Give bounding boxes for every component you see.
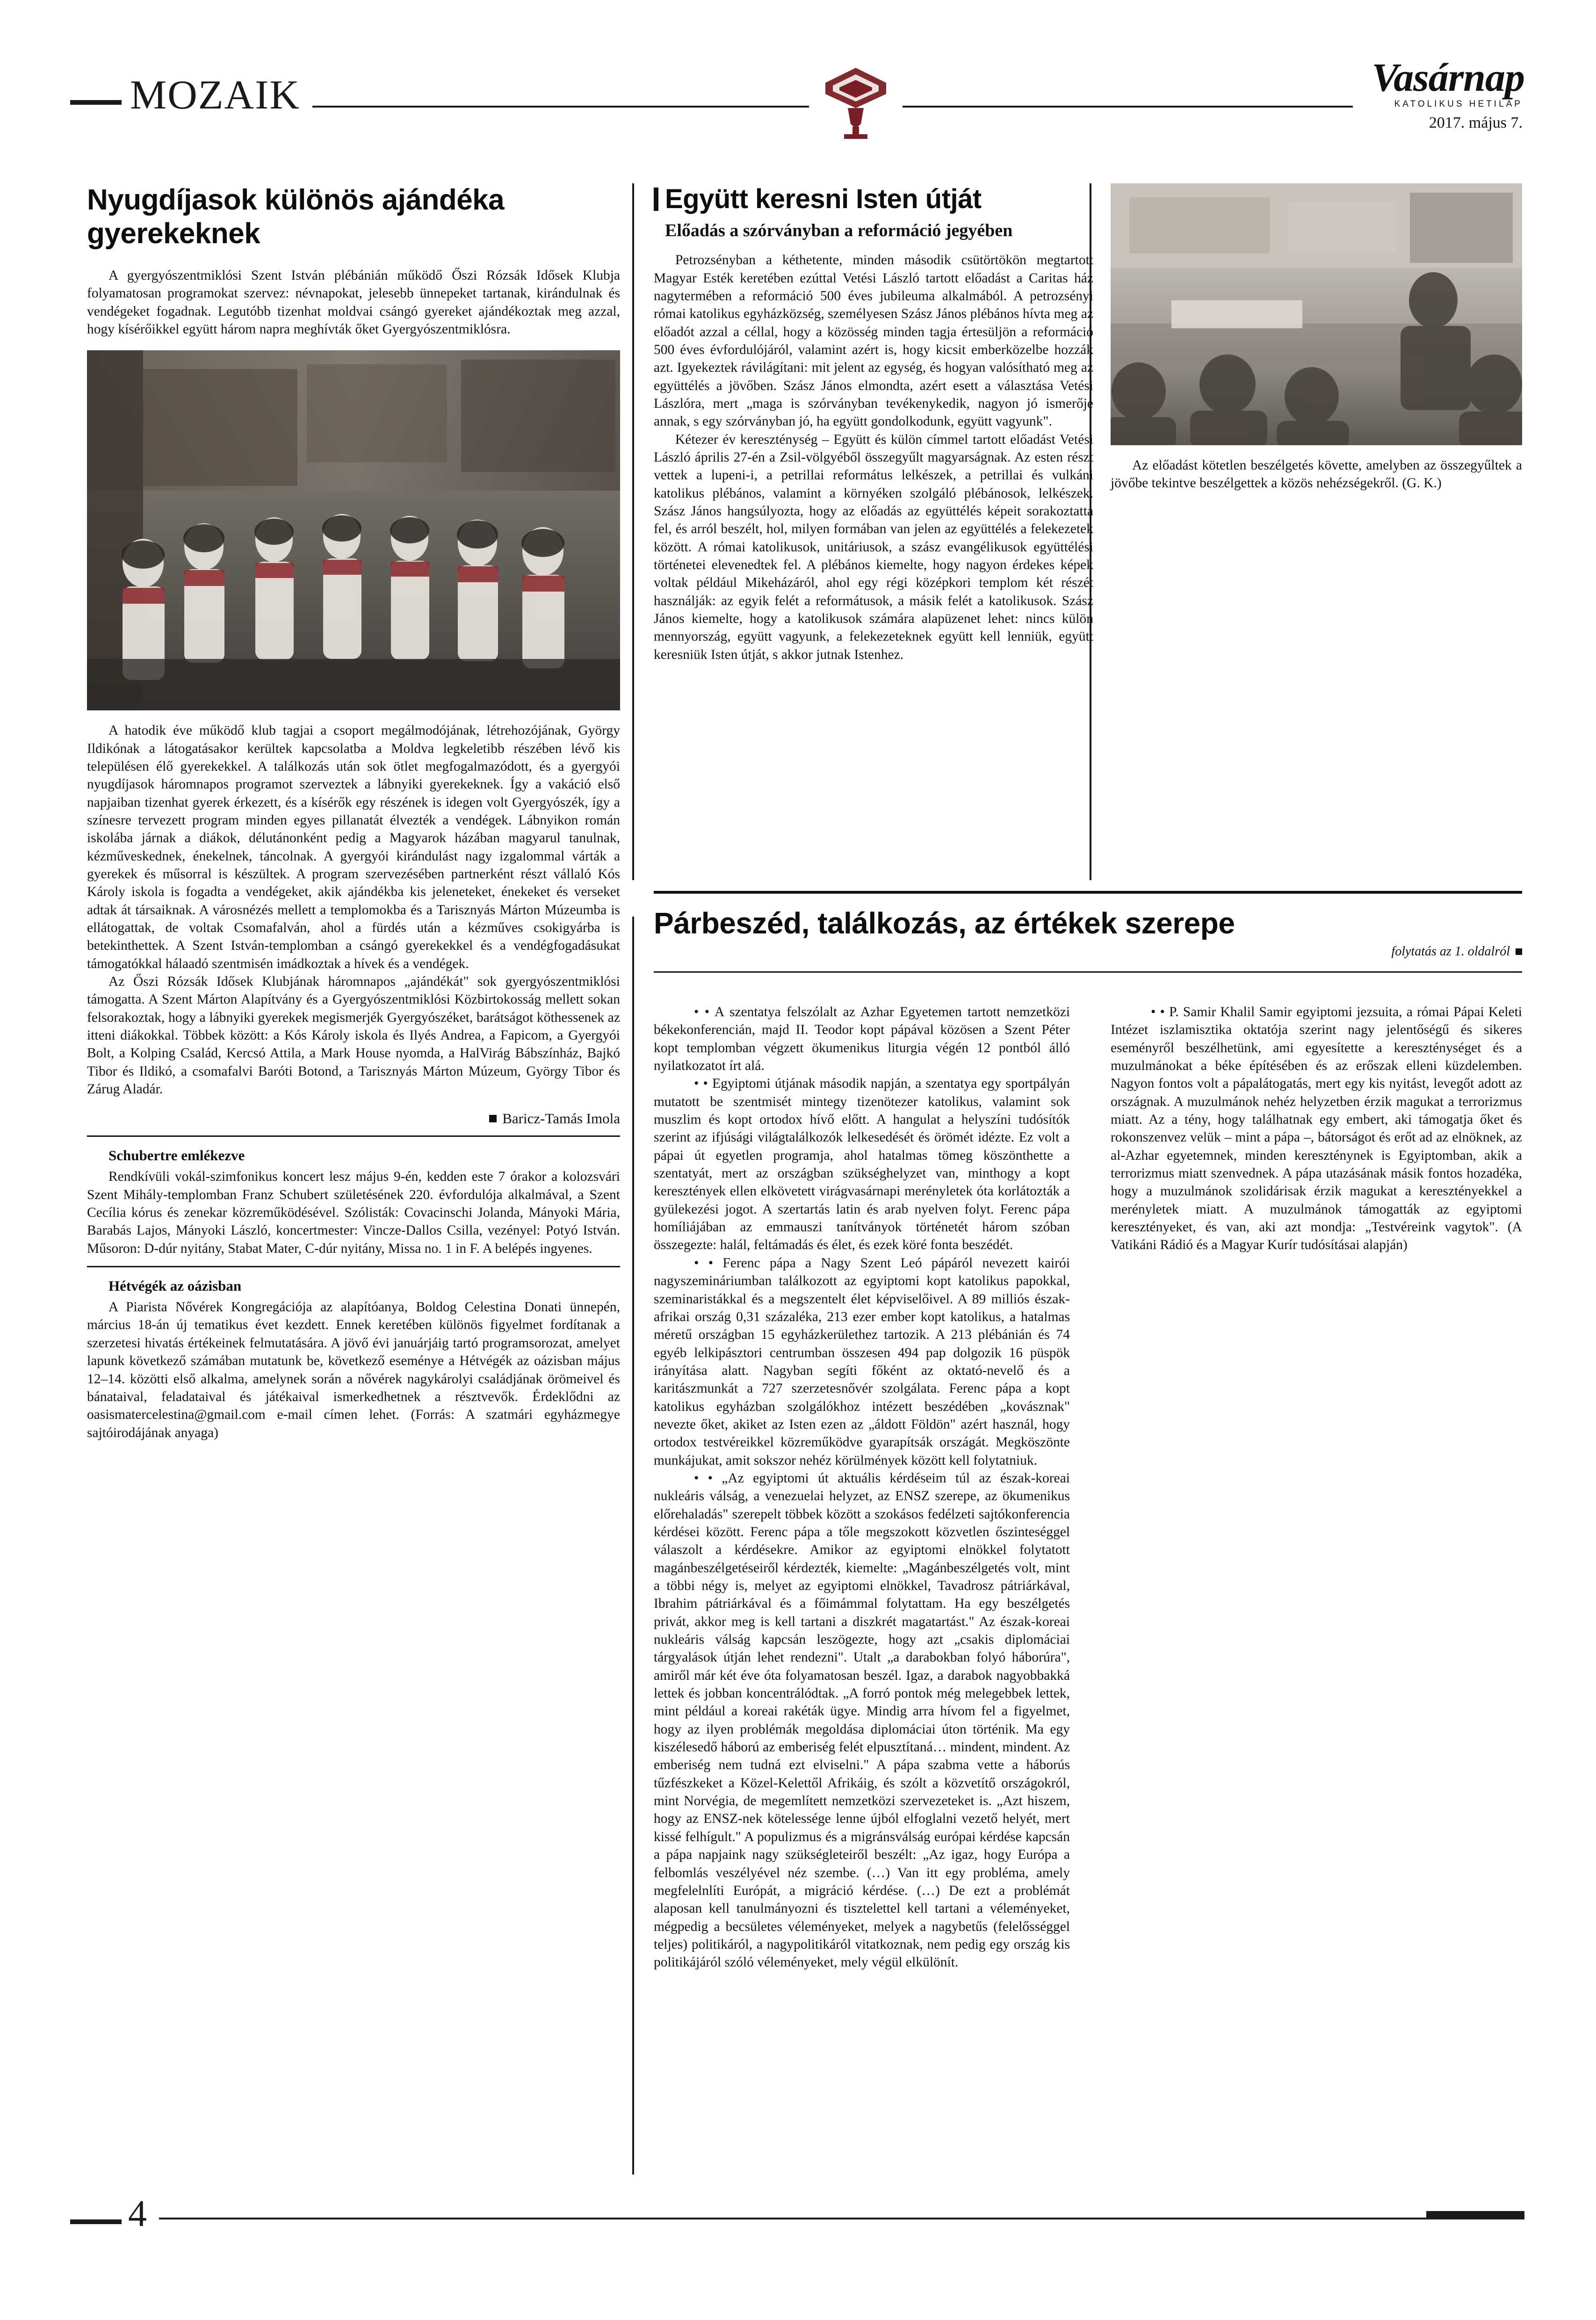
left-paragraph-3: Az Őszi Rózsák Idősek Klubjának háromnapos „ajándékát" sok gyergyószentmiklósi támogatta. A Szent Márton Alapítvány és a Gyergyószentmiklósi Közbirtokosság mellett sokan felsorakoztak, hogy a lábnyiki gyerekek megismerjék Gyergyószéket, barátságot köthessenek az itteni diákokkal. Többek között: a Kós Károly iskola és Ilyés Andrea, a Fapicom, a Gyergyói Bolt, a Kolping Család, Kercsó Attila, a Mark House nyomda, a HalVirág Bábszínház, Bajkó Tibor és Ildikó, a csomafalvi Baróti Botond, a Tarisznyás Márton Múzeum, György Tibor és Zárug Aladár. [87,974,620,1097]
bottom-continuation-note [654,944,1522,959]
page-footer [70,2193,1524,2236]
page-number-block [70,2195,159,2233]
continuation-marker-icon [1516,948,1522,955]
column-divider-2 [632,917,634,2175]
footer-end-bar [1426,2211,1524,2219]
left-divider-1 [87,1135,620,1137]
footer-rule [70,2218,1524,2219]
masthead [70,55,1524,140]
bottom-divider-top [654,891,1522,894]
column-divider-1 [632,183,634,880]
left-sub2-text: A Piarista Nővérek Kongregációja az alapítóanya, Boldog Celestina Donati ünnepén, március 18-án új tematikus évet kezdett. Ennek keretében különös figyelmet fordítanak a szerzetesi hivatás értékeinek felmutatására. A jövő évi januárjáig tartó programsorozat, amelyet lapunk következő számában mutatunk be, következő eseménye a Hétvégék az oázisban május 12–14. közötti első alkalma, amelynek során a nővérek nagykárolyi családjának örömeivel és bánataival, feladataival és játékaival ismerkedhetnek a résztvevők. Érdeklődni az oasismatercelestina@gmail.com e-mail címen lehet. (Forrás: A szatmári egyházmegye sajtóirodájának anyaga) [87,1300,620,1440]
bottom-paragraph-2: • • Egyiptomi útjának második napján, a szentatya egy sportpályán mutatott be szentmisét mintegy tizenötezer katolikus, valamint sok muszlim és kopt ortodox hívő előtt. A hangulat a helyszíni tudósítók szerint az ifjúsági világtalálkozók lelkesedését és örömét idézte. Ez volt a pápai út egyetlen programja, ahol hatalmas tömeg köszönthette a szentatyát, mert az országban szükséghelyzet van, minthogy a kopt keresztények ellen elkövetett virágvasárnapi merényletek óta korlátozták a gyülekezési jogot. A szertartás latin és arab nyelven folyt. Ferenc pápa homíliájában az emmauszi tanítványok történetét három szóban összegezte: halál, feltámadás és élet, és ezek köré fonta beszédét. [654,1075,1070,1254]
left-sub2-title: Hétvégék az oázisban [108,1278,242,1294]
bottom-continuation-text: folytatás az 1. oldalról [1391,944,1510,959]
left-paragraph-2: A hatodik éve működő klub tagjai a csoport megálmodójának, létrehozójának, György Ildikónak a látogatásakor kerültek kapcsolatba a Moldva legkeletibb részében lévő kis településen élő gyerekekkel. A találkozás után sok ötlet megfogalmazódott, és a gyergyói nyugdíjasok háromnapos programot szerveztek a lábnyiki gyerekeknek. Így a vakáció első napjaiban tizenhat gyerek érkezett, és a kísérők egy részének is idegen volt Gyergyószék, így a színesre tervezett program minden egyes pillanatát élvezték a vendégek. Lábnyikon román iskolába járnak a diákok, délutánonként pedig a Magyarok házában magyarul tanulnak, kézműveskednek, énekelnek, táncolnak. A gyergyói kirándulást nagy izgalommal várták a gyerekek és műsorral is készültek. A program szervezésében partnerként részt vállaló Kós Károly iskola is fogadta a vendégeket, akik ajándékba kis jeleneteket, énekeket és verseket adtak át társaiknak. A városnézés mellett a templomokba és a Tarisznyás Márton Múzeumba is ellátogattak, de voltak Csomafalván, ahol a fürdés után a kézműves csokigyárba is betekinthettek. A Szent István-templomban a csángó gyerekekkel és a vendégfogadásukat támogatókkal hálaadó szentmisén imádkoztak a hívek és a vendégek. [87,723,620,971]
article-left [87,183,620,1442]
byline-marker-icon [489,1115,497,1122]
bottom-paragraph-1: • • A szentatya felszólalt az Azhar Egyetemen tartott nemzetközi békekonferencián, majd II. Teodor kopt pápával közösen a Szent Péter kopt templomban végzett ökumenikus liturgia végén 12 pontból álló nyilatkozatot írt alá. [654,1003,1070,1075]
left-byline [87,1110,620,1127]
middle-paragraph-3: Az előadást kötetlen beszélgetés követte, amelyben az összegyűltek a jövőbe tekintve beszélgettek a közös nehézségekről. (G. K.) [1111,458,1522,491]
section-title: MOZAIK [130,72,300,118]
paper-nameplate [1353,57,1524,132]
headline-bar-icon [654,188,658,211]
article-middle-continued [1111,183,1522,492]
middle-paragraph-2: Kétezer év kereszténység – Együtt és külön címmel tartott előadást Vetési László április 27-én a Zsil-völgyéből összegyűlt magyarságnak. Az esten részt vettek a lupeni-i, a petrillai református lelkészek, a petrillai és vulkáni katolikus plébános, valamint a környéken szolgáló plébánosok, lelkészek. Szász János hangsúlyozta, hogy az előadás az együttélés képeit sorakoztatta fel, és arról beszélt, hol, milyen formában van jelen az együttélés a felekezetek között. A római katolikusok, unitáriusok, a szász evangélikusok együttélési történetei elevenedtek fel. A plébános kiemelte, hogy nagyon érdekes képek voltak például Mikeházáról, ahol egy régi középkori templom két részét használják: az egyik felét a reformátusok, a másik felét a katolikusok. Szász János kiemelte, hogy a katolikusok számára alapüzenet lehet: nincs külön mennyország, együtt vagyunk, a felekezeteknek együtt kell lenniük, együtt keresniük Isten útját, s akkor jutnak Istenhez. [654,432,1093,662]
article-bottom [654,891,1522,983]
article-middle [654,183,1093,664]
section-title-block [70,72,312,118]
page-number-dash [70,2219,122,2224]
bottom-paragraph-4: • • „Az egyiptomi út aktuális kérdéseim túl az észak-koreai nukleáris válság, a venezuelai helyzet, az ENSZ szerepe, az ökumenikus előrehaladás" szerepelt többek között a szokásos fedélzeti sajtókonferencia kérdései között. Ferenc pápa a tőle megszokott közvetlen őszinteséggel válaszolt a kérdésekre. Amikor az egyiptomi elnökkel folytatott magánbeszélgetéseiről kérdezték, kiemelte: „Magánbeszélgetés volt, mint a többi négy is, melyet az egyiptomi elnökkel, Tavadrosz pátriárkával, Ibrahim pátriárkával és a főimámmal folytattam. Ha egy beszélgetés privát, akkor meg is kell tartani a diszkrét magatartást." Az észak-koreai nukleáris válság kapcsán leszögezte, hogy azt „csakis diplomáciai tárgyalások útján lehet rendezni". Utalt „a darabokban folyó háborúra", amiről már két éve óta folyamatosan beszél. Igaz, a darabok nagyobbakká lettek és jobban koncentrálódtak. „A forró pontok még melegebbek lettek, mint például a koreai rakéták ügye. Mindig arra hívom fel a figyelmet, hogy az ilyen problémák megoldása diplomáciai úton történik. Ma egy kiszélesedő háború az emberiség felét elpusztítaná… mindent, mindent. Az emberiség nem tudná ezt elviselni." A pápa szabma vette a háborús tűzfészkeket a Közel-Kelettől Afrikáig, és szólt a közvetítő országokról, mint Norvégia, de megemlített nemzetközi szervezeteket is. „Azt hiszem, hogy az ENSZ-nek kötelessége lenne újból elfoglalni vezető helyét, mert kissé felhígult." A populizmus és a migránsválság európai kérdése kapcsán a pápa napjaink nagy szükségleteiről beszélt: „Az igaz, hogy Európa a felbomlás veszélyével néz szembe. (…) Van itt egy probléma, amely megfelelnlíti Európát, a migráció kérdése. (…) De ezt a problémát alaposan kell tanulmányozni és tisztelettel kell tartani a véleményeket, mégpedig a becsületes véleményeket, melyek a nagybetűs (felelősséggel teljes) politikáról, a nagypolitikáról vitatkoznak, nem pedig egy ország kis politikájáról szóló véleményeket, mely végül elkülönít. [654,1469,1070,1972]
left-byline-text: Baricz-Tamás Imola [502,1110,620,1127]
paper-title: Vasárnap [1372,55,1524,100]
photo-dancing-children [87,350,620,710]
middle-headline [654,183,1093,215]
section-title-dash [70,100,122,105]
middle-subhead: Előadás a szórványban a reformáció jegyében [665,221,1013,241]
left-paragraph-1: A gyergyószentmiklósi Szent István plébánián működő Őszi Rózsák Idősek Klubja folyamatosan programokat szervez: névnapokat, jelesebb ünnepeket tartanak, kirándulnak és vendégeket fogadnak. Legutóbb tizenhat moldvai csángó gyereket ajándékoztak meg azzal, hogy kísérőikkel együtt három napra meghívták őket Gyergyószentmiklósra. [87,267,620,337]
bottom-column-right [1111,1003,1522,1254]
bottom-paragraph-3: • • Ferenc pápa a Nagy Szent Leó pápáról nevezett kairói nagyszemináriumban találkozott az egyiptomi kopt katolikus papokkal, szeminaristákkal és a megszentelt élet képviselőivel. A 89 milliós észak-afrikai ország 0,31 százaléka, 213 ezer ember kopt katolikus, a hatalmas méretű országban 15 egyházkerülethez tartozik. A 213 plébánián és 74 egyéb lelkipásztori centrumban összesen 494 pap dolgozik 16 püspök irányítása alatt. Nagyban segíti főként az oktató-nevelő és a karitászmunkát a 727 szerzetesnővér szolgálata. Ferenc pápa a kopt katolikus egyházban szolgálókhoz intézett beszédében „kovásznak" nevezte őket, akiket az Isten ezen az „áldott Földön" azért használ, hogy ortodox testvéreikkel közreműködve gyarapítsák országát. Megköszönte munkájukat, amit sokszor nehéz körülmények között kell folytatniuk. [654,1254,1070,1469]
left-sub1-text: Rendkívüli vokál-szimfonikus koncert lesz május 9-én, kedden este 7 órakor a kolozsvári Szent Mihály-templomban Franz Schubert születésének 220. évfordulója alkalmával, a Szent Cecília kórus és zenekar közreműködésével. Szólisták: Covacinschi Jolanda, Mányoki Mária, Barabás Lajos, Mányoki László, koncertmester: Vincze-Dallos Csilla, vezényel: Potyó István. Műsoron: D-dúr nyitány, Stabat Mater, C-dúr nyitány, Missa no. 1 in F. A belépés ingyenes. [87,1169,620,1256]
bottom-headline: Párbeszéd, találkozás, az értékek szerepe [654,906,1235,940]
page-number: 4 [128,2193,147,2234]
paper-subtitle: KATOLIKUS HETILAP [1394,99,1523,109]
middle-headline-text: Együtt keresni Isten útját [665,184,982,214]
middle-paragraph-1: Petrozsényban a kéthetente, minden második csütörtökön megtartott Magyar Esték keretében ezúttal Vetési László tartott előadást a Caritas ház nagytermében a reformáció 500 éves jubileuma alkalmából. A petrozsényi római katolikus egyházközség, személyesen Szász János plébános hívta meg az előadót azzal a céllal, hogy a közösség minden tagja értesüljön a reformáció 500 éves évfordulójáról, valamint azért is, hogy kicsit emberközelbe hozzák azt. Igyekeztek rávilágítani: mit jelent az egység, és hogyan valósítható meg az együttélés a jövőben. Szász János elmondta, azért esett a választása Vetési Lászlóra, mert „maga is szórványban tevékenykedik, nagyon jó ismerője annak, s egy szórványban jó, ha együtt gondolkodunk, együtt vagyunk". [654,253,1093,429]
left-headline: Nyugdíjasok különös ajándéka gyerekeknek [87,184,505,250]
bottom-paragraph-5: • • P. Samir Khalil Samir egyiptomi jezsuita, a római Pápai Keleti Intézet iszlamisztika oktatója szerint nagy jelentőségű és sikeres eseményről beszélhetünk, ami egyesítette a kereszténységet és a muzulmánokat a béke építésében és az erőszak elleni küzdelemben. Nagyon fontos volt a pápalátogatás, mert egy kis nyitást, levegőt adott az országnak. A muzulmánok nehéz helyzetben érzik magukat a terrorizmus miatt. Az a tény, hogy találhatnak egy embert, aki támogatja őket és rokonszenvez velük – mint a pápa –, bátorságot és erőt ad az elnöknek, az al-Azhar egyetemnek, minden kereszténynek is Egyiptomban, akik a terrorizmus miatt szenvednek. A pápa utazásának másik fontos hozadéka, hogy a muzulmánok szolidárisak érzik magukat a keresztényekkel a merényletek miatt. A muzulmánok támogatták az egyiptomi keresztényeket, és van, aki azt mondja: „Testvéreink vagytok". (A Vatikáni Rádió és a Magyar Kurír tudósításai alapján) [1111,1003,1522,1254]
issue-date: 2017. május 7. [1429,114,1523,131]
chalice-emblem-icon [809,56,903,150]
left-sub1-title: Schubertre emlékezve [108,1147,245,1164]
photo-lecture-hall [1111,183,1522,445]
bottom-column-left [654,1003,1070,1972]
left-divider-2 [87,1266,620,1267]
bottom-divider-under-head [654,971,1522,973]
